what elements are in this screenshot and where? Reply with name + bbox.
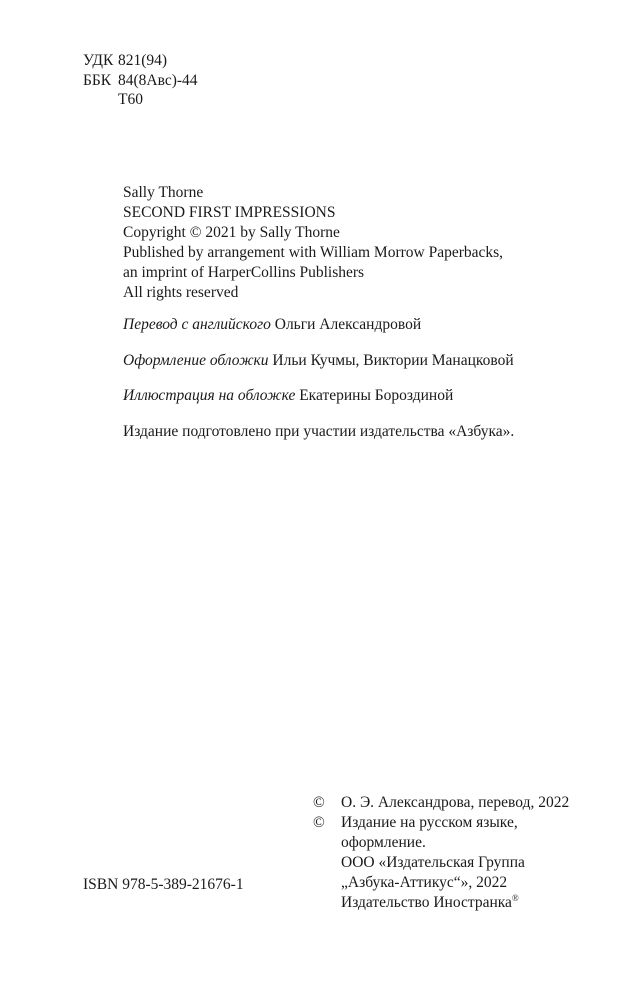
isbn: ISBN 978-5-389-21676-1 xyxy=(83,876,244,893)
registered-mark: ® xyxy=(511,892,519,903)
udk-label: УДК xyxy=(83,52,114,69)
cover-design-role: Оформление обложки xyxy=(123,352,269,369)
publisher-imprint: an imprint of HarperCollins Publishers xyxy=(123,264,365,281)
original-credits xyxy=(123,183,503,303)
translator-name: Ольги Александровой xyxy=(274,316,422,333)
copyright-edition-line3: ООО «Издательская Группа xyxy=(341,854,525,871)
copyright-block xyxy=(313,793,569,913)
copyright-edition-line2: оформление. xyxy=(341,834,426,851)
publisher-note: Издание подготовлено при участии издательства «Азбука». xyxy=(123,423,515,440)
bbk-value: 84(8Авс)-44 xyxy=(118,72,198,89)
publisher-name: Издательство Иностранка xyxy=(341,894,512,911)
cover-design-credit xyxy=(123,351,514,371)
illustrator-name: Екатерины Бороздиной xyxy=(299,387,454,404)
cover-designer-names: Ильи Кучмы, Виктории Манацковой xyxy=(272,352,514,369)
translation-role: Перевод с английского xyxy=(123,316,271,333)
copyright-symbol: © xyxy=(313,814,325,831)
cover-illustration-credit xyxy=(123,386,453,406)
copyright-symbol: © xyxy=(313,794,325,811)
cover-illustration-role: Иллюстрация на обложке xyxy=(123,387,296,404)
rights-reserved: All rights reserved xyxy=(123,284,239,301)
copyright-entry-translation xyxy=(313,793,569,813)
bbk-row xyxy=(83,71,198,91)
copyright-edition-line5 xyxy=(313,893,569,913)
translation-credit xyxy=(123,315,421,335)
copyright-entry-edition xyxy=(313,813,569,833)
copyright-edition-line1: Издание на русском языке, xyxy=(341,814,518,831)
publishing-arrangement: Published by arrangement with William Morrow Paperbacks, xyxy=(123,244,504,261)
original-title: SECOND FIRST IMPRESSIONS xyxy=(123,204,336,221)
original-copyright: Copyright © 2021 by Sally Thorne xyxy=(123,224,340,241)
bbk-label: ББК xyxy=(83,72,112,89)
copyright-edition-line4: „Азбука-Аттикус“», 2022 xyxy=(341,874,508,891)
copyright-translation-text: О. Э. Александрова, перевод, 2022 xyxy=(341,794,570,811)
original-author: Sally Thorne xyxy=(123,184,204,201)
udk-value: 821(94) xyxy=(118,52,168,69)
author-sign: Т60 xyxy=(118,91,143,108)
udk-row xyxy=(83,51,198,71)
classification-block xyxy=(83,51,198,110)
